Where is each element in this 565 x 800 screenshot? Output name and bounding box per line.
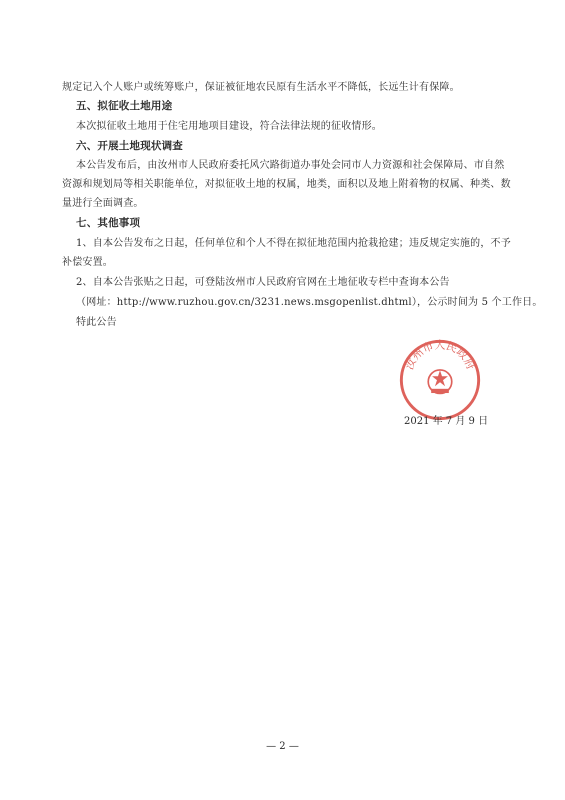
national-emblem-icon xyxy=(428,370,452,394)
page-number: — 2 — xyxy=(266,741,299,752)
section-6-body-line-3: 量进行全面调查。 xyxy=(62,198,144,209)
section-6-body-line-2: 资源和规划局等相关职能单位，对拟征收土地的权属，地类，面积以及地上附着物的权属、种类、数 xyxy=(62,179,511,190)
official-seal xyxy=(398,338,482,422)
section-5-heading: 五、拟征收土地用途 xyxy=(76,100,173,112)
continuation-line: 规定记入个人账户或统筹账户，保证被征地农民原有生活水平不降低，长远生计有保障。 xyxy=(62,82,460,93)
section-6-body-line-1: 本公告发布后，由汝州市人民政府委托风穴路街道办事处会同市人力资源和社会保障局、市自然 xyxy=(76,160,505,171)
item-1-line-2: 补偿安置。 xyxy=(62,257,113,268)
seal-text: 汝州市人民政府 xyxy=(402,338,478,372)
section-7-heading: 七、其他事项 xyxy=(76,217,141,229)
section-6-heading: 六、开展土地现状调查 xyxy=(76,140,183,152)
signature-date: 2021 年 7 月 9 日 xyxy=(404,416,489,427)
item-2-line-1: 2、自本公告张贴之日起，可登陆汝州市人民政府官网在土地征收专栏中查询本公告 xyxy=(76,277,450,288)
section-5-body: 本次拟征收土地用于住宅用地项目建设，符合法律法规的征收情形。 xyxy=(76,121,382,132)
closing-text: 特此公告 xyxy=(76,317,117,328)
item-2-url-line: （网址：http://www.ruzhou.gov.cn/3231.news.msgopenlist.dhtml），公示时间为 5 个工作日。 xyxy=(76,297,543,308)
item-1-line-1: 1、自本公告发布之日起，任何单位和个人不得在拟征地范围内抢栽抢建；违反规定实施的，不予 xyxy=(76,238,511,249)
